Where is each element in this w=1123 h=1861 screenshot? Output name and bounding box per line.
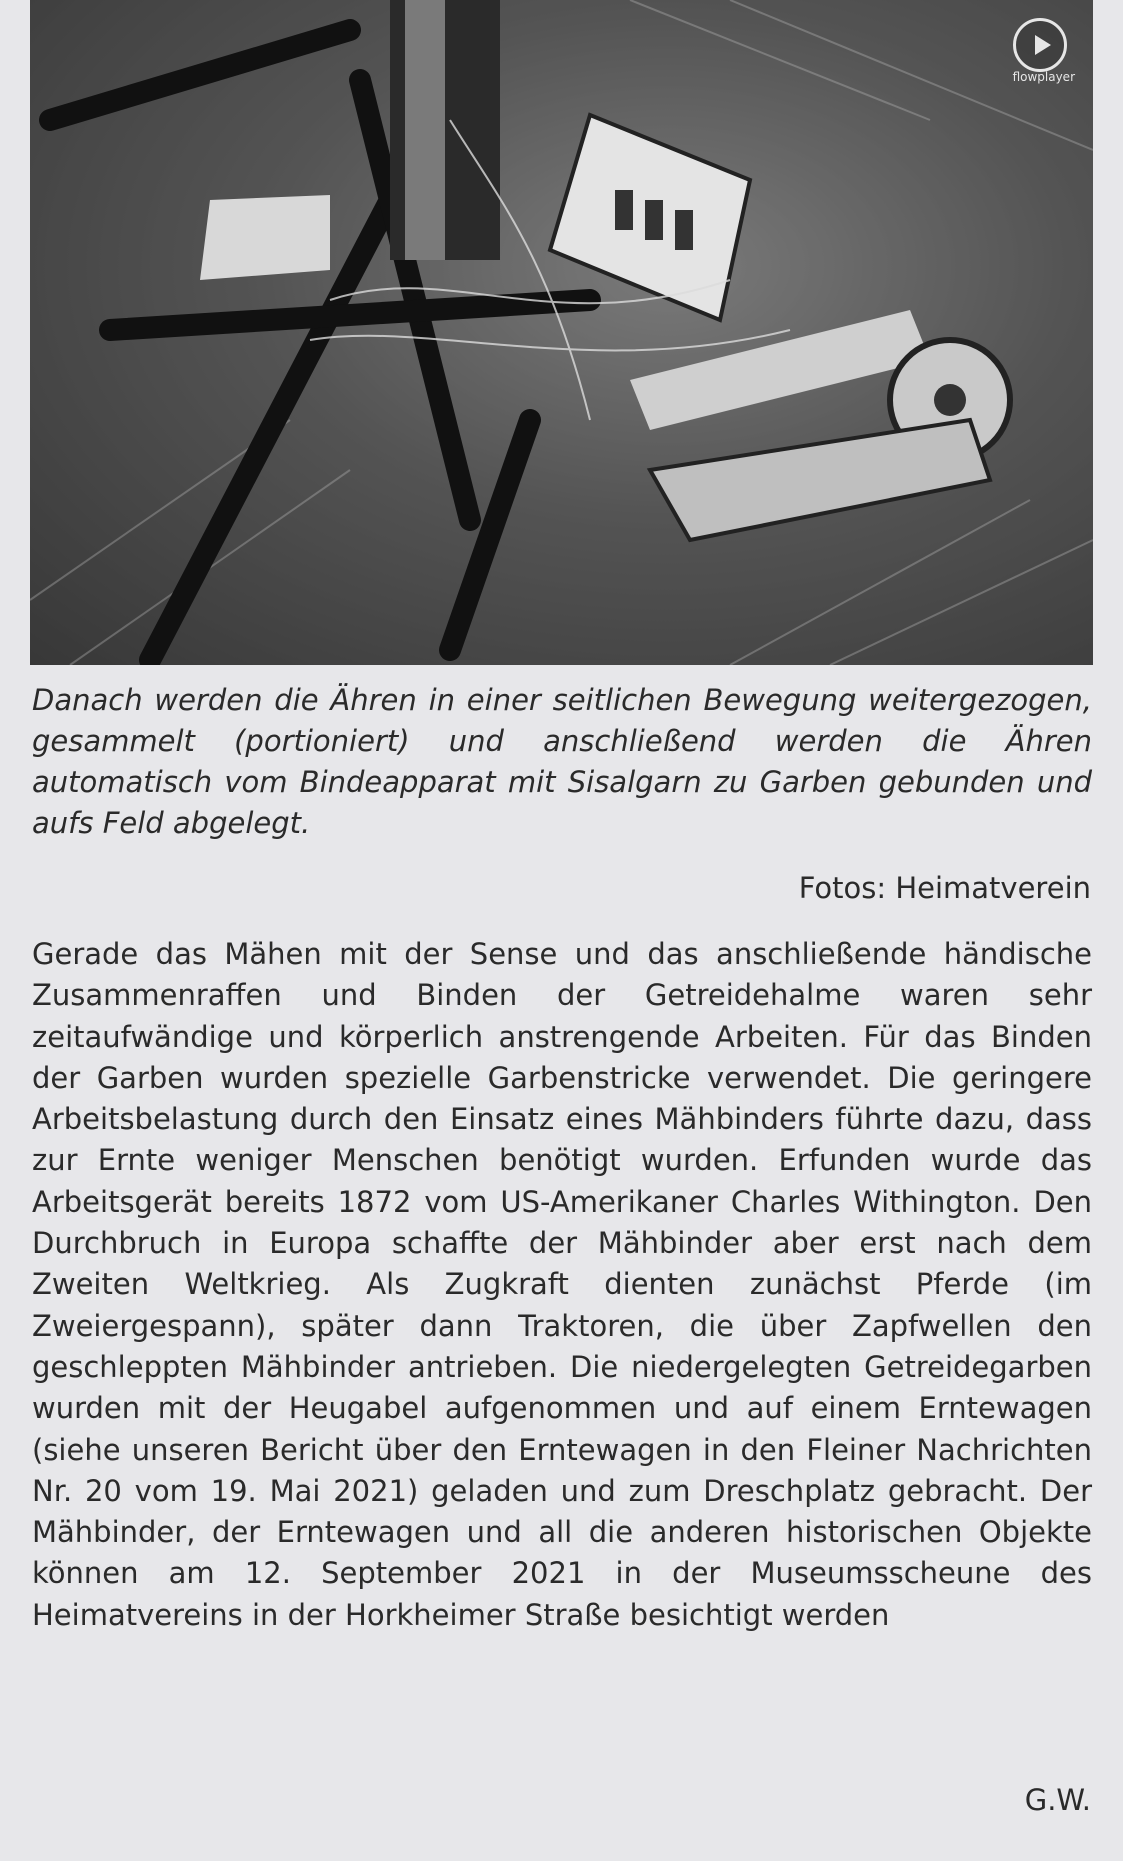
photo-caption: Danach werden die Ähren in einer seitlichen Bewegung weitergezogen, gesammelt (portioniert) und anschließend werden die Ähren automatisch vom Bindeapparat mit Sisalgarn zu Garben gebunden und aufs Feld abgelegt. bbox=[32, 683, 1092, 840]
author-signature: G.W. bbox=[1024, 1783, 1091, 1817]
play-circle-icon[interactable] bbox=[1013, 18, 1067, 72]
photo-credit: Fotos: Heimatverein bbox=[798, 871, 1091, 905]
binder-machine-illustration bbox=[30, 0, 1093, 665]
player-brand-label: flowplayer bbox=[1012, 70, 1075, 84]
article-body: Gerade das Mähen mit der Sense und das anschließende händische Zusammenraffen und Binden der Getreidehalme waren sehr zeitaufwändige und körperlich anstrengende Arbeiten. Für das Binden der Garben wurden spezielle Garbenstricke verwendet. Die geringere Arbeitsbelastung durch den Einsatz eines Mähbinders führte dazu, dass zur Ernte weniger Menschen benötigt wurden. Erfunden wurde das Arbeitsgerät bereits 1872 vom US-Amerikaner Charles Withington. Den Durchbruch in Europa schaffte der Mähbinder aber erst nach dem Zweiten Weltkrieg. Als Zugkraft dienten zunächst Pferde (im Zweiergespann), später dann Traktoren, die über Zapfwellen den geschleppten Mähbinder antrieben. Die niedergelegten Getreidegarben wurden mit der Heugabel aufgenommen und auf einem Erntewagen (siehe unseren Bericht über den Erntewagen in den Fleiner Nachrichten Nr. 20 vom 19. Mai 2021) geladen und zum Dreschplatz gebracht. Der Mähbinder, der Erntewagen und all die anderen historischen Objekte können am 12. September 2021 in der Museumsscheune des Heimatvereins in der Horkheimer Straße besichtigt werden bbox=[32, 937, 1092, 1632]
harvester-photo bbox=[30, 0, 1093, 665]
